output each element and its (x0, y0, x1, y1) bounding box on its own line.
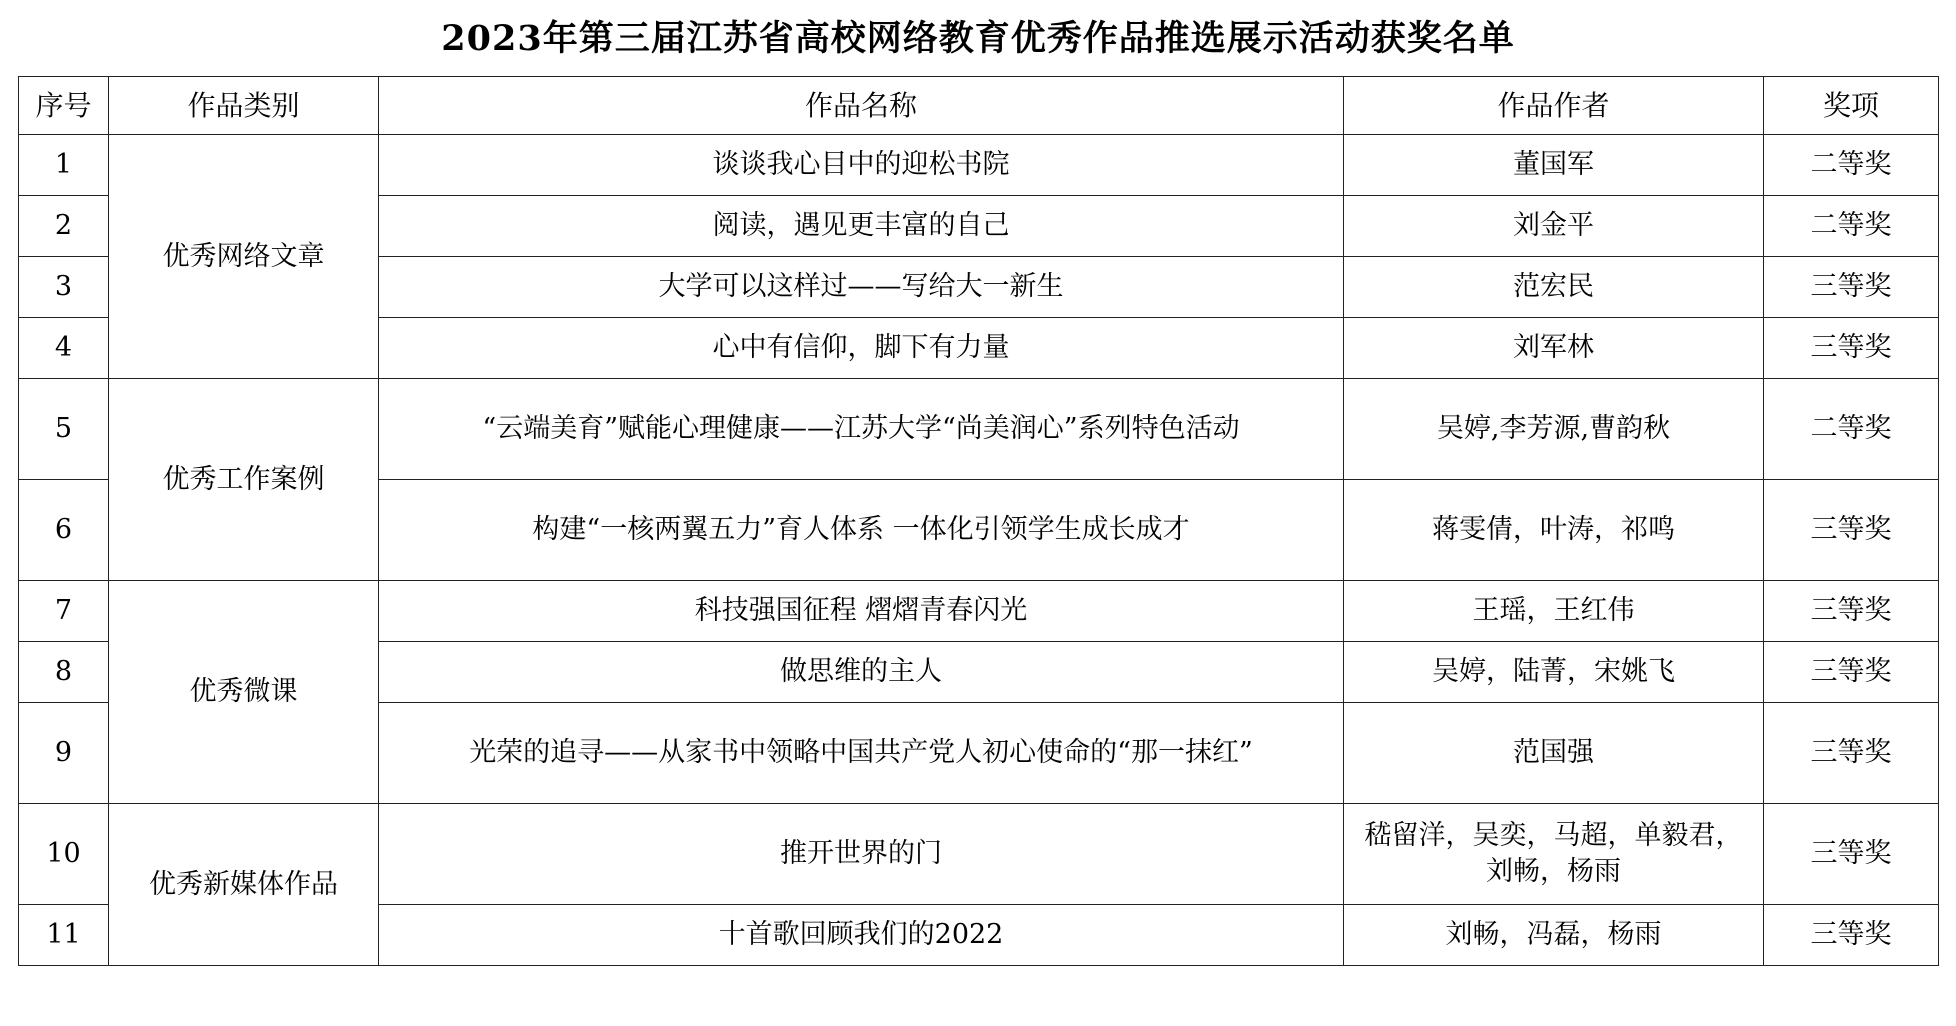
cell-prize: 三等奖 (1764, 480, 1939, 581)
column-header-category: 作品类别 (109, 77, 379, 135)
cell-prize: 三等奖 (1764, 804, 1939, 905)
cell-name: “云端美育”赋能心理健康——江苏大学“尚美润心”系列特色活动 (379, 379, 1344, 480)
cell-author: 范宏民 (1344, 257, 1764, 318)
cell-prize: 三等奖 (1764, 642, 1939, 703)
cell-author: 范国强 (1344, 703, 1764, 804)
column-header-prize: 奖项 (1764, 77, 1939, 135)
table-header-row (19, 77, 1939, 135)
cell-author: 刘金平 (1344, 196, 1764, 257)
cell-seq: 5 (19, 379, 109, 480)
cell-name: 心中有信仰，脚下有力量 (379, 318, 1344, 379)
cell-author: 王瑶，王红伟 (1344, 581, 1764, 642)
cell-name: 光荣的追寻——从家书中领略中国共产党人初心使命的“那一抹红” (379, 703, 1344, 804)
page-title: 2023年第三届江苏省高校网络教育优秀作品推选展示活动获奖名单 (441, 18, 1515, 59)
cell-author: 吴婷，陆菁，宋姚飞 (1344, 642, 1764, 703)
cell-category: 优秀工作案例 (109, 379, 379, 581)
cell-name: 十首歌回顾我们的2022 (379, 905, 1344, 966)
cell-seq: 3 (19, 257, 109, 318)
cell-name: 科技强国征程 熠熠青春闪光 (379, 581, 1344, 642)
cell-author: 蒋雯倩，叶涛，祁鸣 (1344, 480, 1764, 581)
table-row (19, 581, 1939, 642)
column-header-seq: 序号 (19, 77, 109, 135)
cell-author: 董国军 (1344, 135, 1764, 196)
cell-prize: 二等奖 (1764, 135, 1939, 196)
column-header-author: 作品作者 (1344, 77, 1764, 135)
cell-name: 大学可以这样过——写给大一新生 (379, 257, 1344, 318)
award-list-table (18, 76, 1939, 966)
cell-prize: 三等奖 (1764, 581, 1939, 642)
cell-category: 优秀新媒体作品 (109, 804, 379, 966)
table-row (19, 135, 1939, 196)
cell-seq: 1 (19, 135, 109, 196)
cell-seq: 7 (19, 581, 109, 642)
cell-category: 优秀网络文章 (109, 135, 379, 379)
cell-name: 推开世界的门 (379, 804, 1344, 905)
cell-author: 嵇留洋，吴奕，马超，单毅君，刘畅，杨雨 (1344, 804, 1764, 905)
cell-name: 阅读，遇见更丰富的自己 (379, 196, 1344, 257)
cell-seq: 6 (19, 480, 109, 581)
cell-seq: 9 (19, 703, 109, 804)
cell-author: 吴婷,李芳源,曹韵秋 (1344, 379, 1764, 480)
column-header-name: 作品名称 (379, 77, 1344, 135)
cell-name: 谈谈我心目中的迎松书院 (379, 135, 1344, 196)
cell-name: 做思维的主人 (379, 642, 1344, 703)
cell-prize: 三等奖 (1764, 257, 1939, 318)
cell-category: 优秀微课 (109, 581, 379, 804)
cell-name: 构建“一核两翼五力”育人体系 一体化引领学生成长成才 (379, 480, 1344, 581)
cell-seq: 10 (19, 804, 109, 905)
cell-seq: 11 (19, 905, 109, 966)
cell-seq: 4 (19, 318, 109, 379)
table-row (19, 379, 1939, 480)
cell-prize: 二等奖 (1764, 196, 1939, 257)
cell-prize: 二等奖 (1764, 379, 1939, 480)
table-row (19, 804, 1939, 905)
cell-author: 刘军林 (1344, 318, 1764, 379)
cell-prize: 三等奖 (1764, 318, 1939, 379)
cell-prize: 三等奖 (1764, 703, 1939, 804)
cell-author: 刘畅，冯磊，杨雨 (1344, 905, 1764, 966)
cell-seq: 2 (19, 196, 109, 257)
cell-seq: 8 (19, 642, 109, 703)
cell-prize: 三等奖 (1764, 905, 1939, 966)
